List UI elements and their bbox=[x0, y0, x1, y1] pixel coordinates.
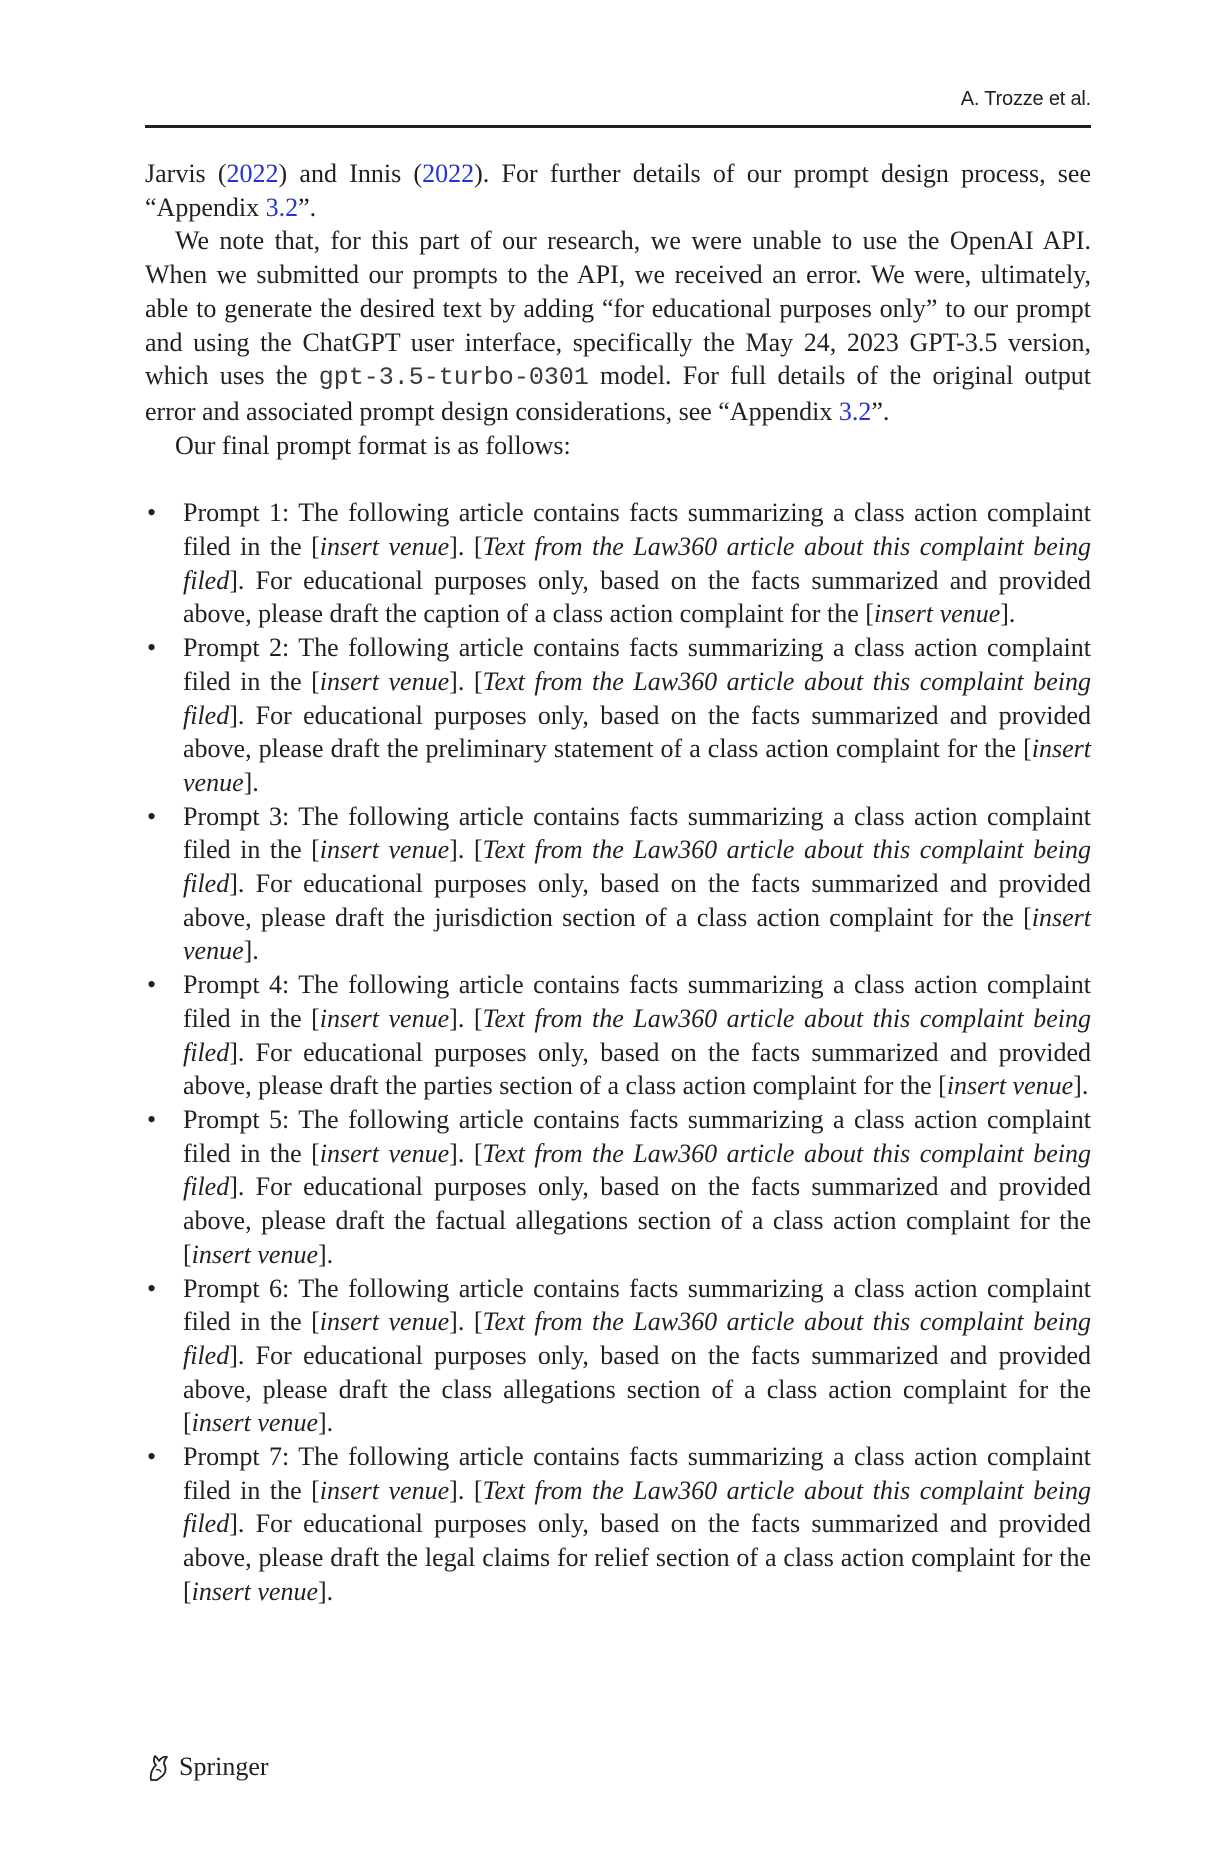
publisher-name: Springer bbox=[179, 1752, 269, 1781]
list-item: • Prompt 5: The following article contains facts summarizing a class action complaint filed in the [insert venue]. [Text from the Law360 article about this complaint being filed]. For educational purposes only, based on the facts summarized and provided above, please draft the factual allegations section of a class action complaint for the [insert venue]. bbox=[147, 1104, 1091, 1269]
list-item: • Prompt 4: The following article contains facts summarizing a class action complaint filed in the [insert venue]. [Text from the Law360 article about this complaint being filed]. For educational purposes only, based on the facts summarized and provided above, please draft the parties section of a class action complaint for the [insert venue]. bbox=[147, 970, 1091, 1101]
bullet: • bbox=[147, 1104, 157, 1134]
list-item: • Prompt 6: The following article contains facts summarizing a class action complaint filed in the [insert venue]. [Text from the Law360 article about this complaint being filed]. For educational purposes only, based on the facts summarized and provided above, please draft the class allegations section of a class action complaint for the [insert venue]. bbox=[147, 1273, 1091, 1438]
appendix-link[interactable]: 3.2 bbox=[265, 192, 299, 222]
citation-link-jarvis[interactable]: 2022 bbox=[226, 159, 279, 188]
list-item: • Prompt 2: The following article contains facts summarizing a class action complaint filed in the [insert venue]. [Text from the Law360 article about this complaint being filed]. For educational purposes only, based on the facts summarized and provided above, please draft the preliminary statement of a class action complaint for the [insert venue]. bbox=[147, 633, 1091, 797]
body-text bbox=[145, 157, 1091, 1609]
bullet: • bbox=[147, 633, 157, 663]
bullet: • bbox=[147, 1273, 157, 1303]
paragraph-2: We note that, for this part of our research, we were unable to use the OpenAI API. When we submitted our prompts to the API, we received an error. We were, ultimately, able to generate the desired text by adding “for educational purposes only” to our prompt and using the ChatGPT user interface, specifically the May 24, 2023 GPT-3.5 version, which uses the gpt-3.5-turbo-0301 model. For full details of the original output error and associated prompt design considerations, see “Appendix 3.2”. bbox=[145, 226, 1091, 426]
list-item: • Prompt 7: The following article contains facts summarizing a class action complaint filed in the [insert venue]. [Text from the Law360 article about this complaint being filed]. For educational purposes only, based on the facts summarized and provided above, please draft the legal claims for relief section of a class action complaint for the [insert venue]. bbox=[147, 1442, 1091, 1606]
running-head: A. Trozze et al. bbox=[960, 88, 1091, 110]
model-name-code: gpt-3.5-turbo-0301 bbox=[318, 363, 589, 393]
header-rule bbox=[145, 125, 1091, 128]
bullet: • bbox=[147, 498, 157, 528]
list-item: • Prompt 3: The following article contains facts summarizing a class action complaint filed in the [insert venue]. [Text from the Law360 article about this complaint being filed]. For educational purposes only, based on the facts summarized and provided above, please draft the jurisdiction section of a class action complaint for the [insert venue]. bbox=[147, 801, 1091, 966]
citation-link-innis[interactable]: 2022 bbox=[422, 159, 475, 188]
bullet: • bbox=[147, 801, 157, 831]
prompt-list bbox=[145, 496, 1091, 1608]
paragraph-1: Jarvis (2022) and Innis (2022). For further details of our prompt design process, see “Appendix 3.2”. bbox=[145, 159, 1091, 222]
appendix-link[interactable]: 3.2 bbox=[838, 396, 872, 426]
bullet: • bbox=[147, 1442, 157, 1472]
springer-horse-icon bbox=[145, 1752, 171, 1782]
list-item: • Prompt 1: The following article contains facts summarizing a class action complaint filed in the [insert venue]. [Text from the Law360 article about this complaint being filed]. For educational purposes only, based on the facts summarized and provided above, please draft the caption of a class action complaint for the [insert venue]. bbox=[147, 498, 1091, 629]
bullet: • bbox=[147, 970, 157, 1000]
paragraph-3: Our final prompt format is as follows: bbox=[175, 430, 571, 460]
page-footer bbox=[145, 1752, 269, 1782]
